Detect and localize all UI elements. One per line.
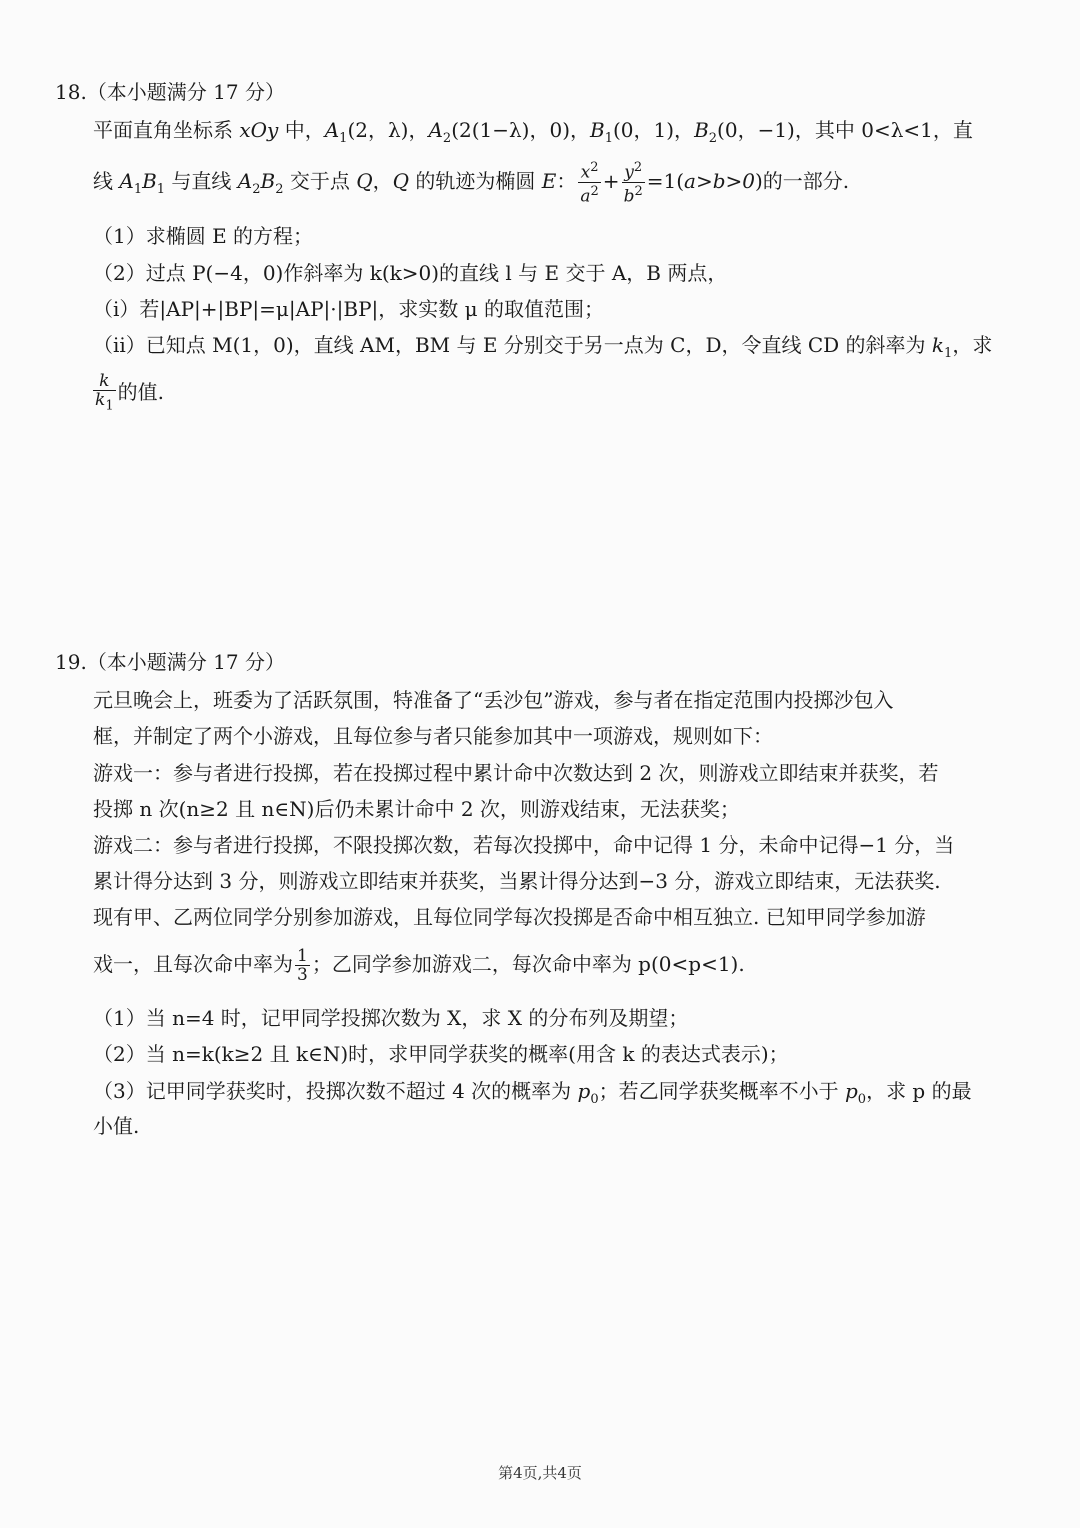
q19-part-1: （1）当 n=4 时，记甲同学投掷次数为 X，求 X 的分布列及期望； (93, 1006, 689, 1030)
q18-score: （本小题满分 17 分） (86, 80, 285, 104)
page-footer: 第4页,共4页 (498, 1464, 582, 1482)
q18-heading (55, 78, 968, 106)
q19-text-line-4: 投掷 n 次(n≥2 且 n∈N)后仍未累计命中 2 次，则游戏结束，无法获奖； (93, 797, 740, 821)
q18-part-2: （2）过点 P(−4，0)作斜率为 k(k>0)的直线 l 与 E 交于 A，B 两点， (93, 261, 728, 285)
q18-part-1: （1）求椭圆 E 的方程； (93, 224, 314, 248)
q19-number: 19. (55, 650, 87, 674)
ellipse-y-fraction: $\frac{y^2}{b^2}$ (623, 160, 643, 207)
q18-part-2-ii-cont: $\frac{k}{k_1}$ 的值. (95, 370, 164, 414)
q18-text-line-2: 线 $A_1B_1$ 与直线 $A_2B_2$ 交于点 Q，Q 的轨迹为椭圆 E： $\frac{x^2}{a^2}$ + $\frac{y^2}{b^2}$ =1(a>b>0)的一部分. (93, 160, 850, 207)
q18-part-2-ii: （ii）已知点 M(1，0)，直线 AM，BM 与 E 分别交于另一点为 C，D，令直线 CD 的斜率为 $k_1$，求 (93, 333, 993, 361)
q19-text-line-6: 累计得分达到 3 分，则游戏立即结束并获奖，当累计得分达到−3 分，游戏立即结束，无法获奖. (93, 869, 941, 893)
q19-part-2: （2）当 n=k(k≥2 且 k∈N)时，求甲同学获奖的概率(用含 k 的表达式表示)； (93, 1042, 789, 1066)
q18-part-2-i: （i）若|AP|+|BP|=μ|AP|·|BP|，求实数 μ 的取值范围； (93, 297, 604, 321)
q19-text-line-8: 戏一，且每次命中率为 $\frac{1}{3}$ ；乙同学参加游戏二，每次命中率为 p(0<p<1). (93, 946, 745, 985)
q19-text-line-1: 元旦晚会上，班委为了活跃氛围，特准备了“丢沙包”游戏，参与者在指定范围内投掷沙包入 (93, 688, 894, 712)
q19-score: （本小题满分 17 分） (86, 650, 285, 674)
one-third-fraction: $\frac{1}{3}$ (297, 946, 308, 985)
q18-number: 18. (55, 80, 87, 104)
q19-part-3-cont: 小值. (93, 1114, 140, 1138)
q19-text-line-3: 游戏一：参与者进行投掷，若在投掷过程中累计命中次数达到 2 次，则游戏立即结束并获奖，若 (93, 761, 939, 785)
q19-text-line-7: 现有甲、乙两位同学分别参加游戏，且每位同学每次投掷是否命中相互独立. 已知甲同学参加游 (93, 905, 926, 929)
q19-part-3: （3）记甲同学获奖时，投掷次数不超过 4 次的概率为 $p_0$；若乙同学获奖概率不小于 $p_0$，求 p 的最 (93, 1079, 972, 1107)
q19-text-line-5: 游戏二：参与者进行投掷，不限投掷次数，若每次投掷中，命中记得 1 分，未命中记得−1 分，当 (93, 833, 955, 857)
q18-text-line-1: 平面直角坐标系 xOy 中，$A_1(2$，λ)，$A_2(2(1-\lambda)$，0)，$B_1(0$，1)，$B_2(0$，−1)，其中 0<λ<1，直 (93, 118, 973, 146)
ellipse-x-fraction: $\frac{x^2}{a^2}$ (580, 160, 599, 207)
q19-heading (55, 648, 968, 676)
q19-text-line-2: 框，并制定了两个小游戏，且每位参与者只能参加其中一项游戏，规则如下： (93, 724, 773, 748)
k-over-k1-fraction: $\frac{k}{k_1}$ (95, 370, 114, 414)
